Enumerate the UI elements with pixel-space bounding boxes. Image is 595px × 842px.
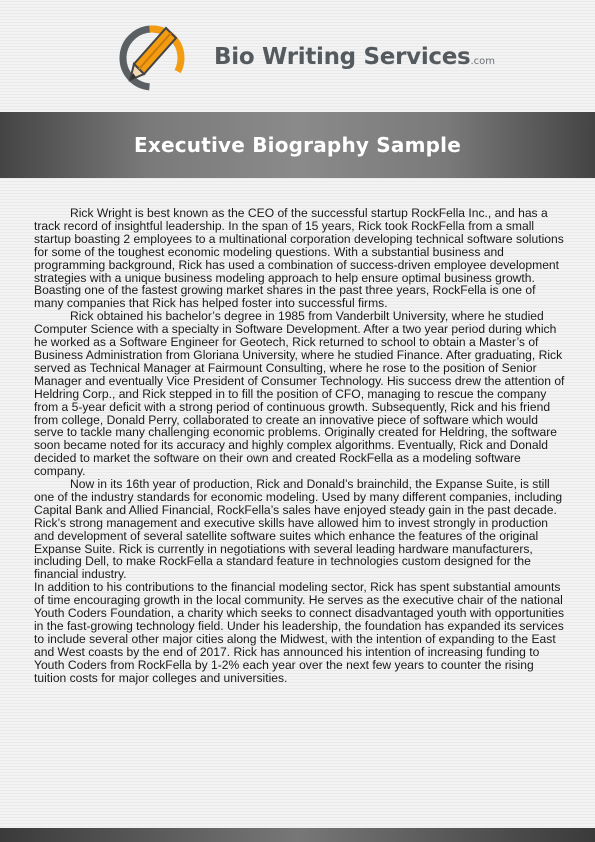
site-logo[interactable] bbox=[118, 18, 495, 94]
pencil-icon bbox=[118, 18, 198, 98]
paragraph: In addition to his contributions to the financial modeling sector, Rick has spent substantial amounts of time encouraging growth in the local community. He serves as the executive chair of the national Youth Coders Foundation, a charity which seeks to connect disadvantaged youth with opportunities in the fast-growing technology field. Under his leadership, the foundation has expanded its services to include several other major cities along the Midwest, with the intention of expanding to the East and West coasts by the end of 2017. Rick has announced his intention of increasing funding to Youth Coders from RockFella by 1-2% each year over the next few years to counter the rising tuition costs for major colleges and universities. bbox=[34, 580, 564, 685]
title-banner bbox=[0, 112, 595, 178]
paragraph: Now in its 16th year of production, Rick and Donald’s brainchild, the Expanse Suite, is still one of the industry standards for economic modeling. Used by many different companies, including Capital Bank and Allied Financial, RockFella’s sales have enjoyed steady gain in the past decade. Rick’s strong management and executive skills have allowed him to invest strongly in production and development of several satellite software suites which enhance the features of the original Expanse Suite. Rick is currently in negotiations with several leading hardware manufacturers, including Dell, to make RockFella a standard feature in technologies custom designed for the financial industry. bbox=[34, 477, 563, 582]
logo-wordmark bbox=[214, 44, 495, 70]
biography-body bbox=[34, 207, 568, 685]
footer-bar bbox=[0, 828, 595, 842]
paragraph: Rick Wright is best known as the CEO of the successful startup RockFella Inc., and has a track record of insightful leadership. In the span of 15 years, Rick took RockFella from a small startup boasting 2 employees to a multinational corporation developing technical software solutions for some of the toughest economic modeling questions. With a substantial business and programming background, Rick has used a combination of success-driven employee development strategies with a unique business modeling approach to help ensure optimal business growth. Boasting one of the fastest growing market shares in the past three years, RockFella is one of many companies that Rick has helped foster into successful firms. bbox=[34, 206, 564, 311]
logo-domain-suffix: .com bbox=[470, 56, 495, 67]
paragraph: Rick obtained his bachelor’s degree in 1985 from Vanderbilt University, where he studied Computer Science with a specialty in Software Development. After a two year period during which he worked as a Software Engineer for Geotech, Rick returned to school to obtain a Master’s of Business Administration from Gloriana University, where he studied Finance. After graduating, Rick served as Technical Manager at Fairmount Consulting, where he rose to the position of Senior Manager and eventually Vice President of Consumer Technology. His success drew the attention of Heldring Corp., and Rick stepped in to fill the position of CFO, managing to rescue the company from a 5-year deficit with a strong period of continuous growth. Subsequently, Rick and his friend from college, Donald Perry, collaborated to create an innovative piece of software which would serve to tackle many challenging economic problems. Originally created for Heldring, the software soon became noted for its accuracy and highly complex algorithms. Eventually, Rick and Donald decided to market the software on their own and created RockFella as a modeling software company. bbox=[34, 309, 565, 479]
page-title: Executive Biography Sample bbox=[134, 133, 461, 157]
header bbox=[0, 0, 595, 112]
logo-name: Bio Writing Services bbox=[214, 44, 471, 70]
